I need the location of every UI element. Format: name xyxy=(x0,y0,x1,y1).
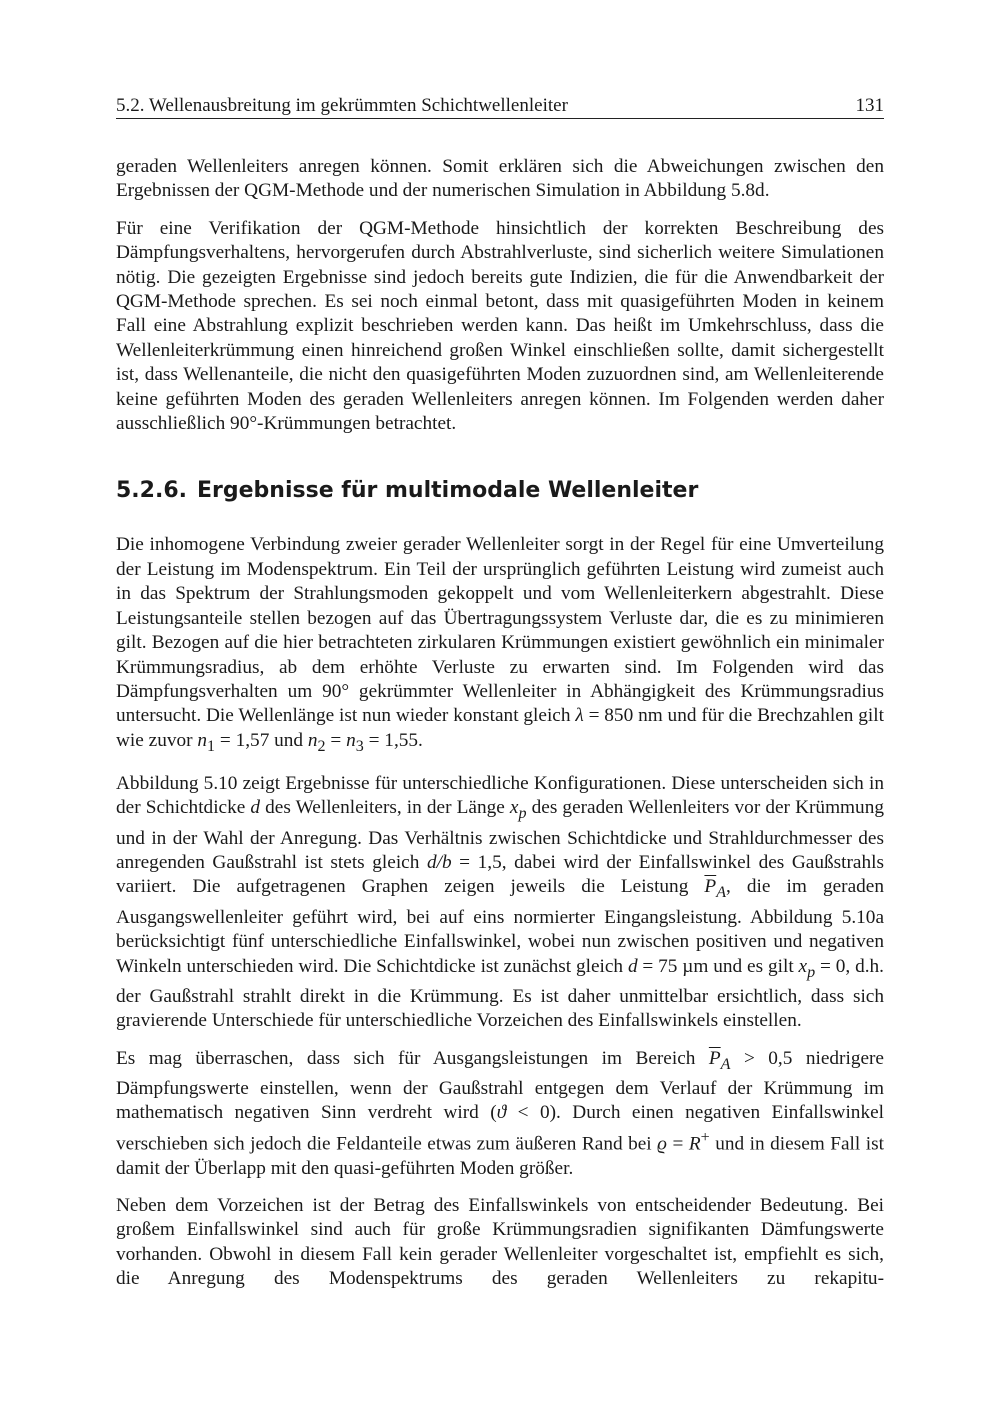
math-pa: $\overline{P}$ xyxy=(704,876,717,898)
paragraph-2: Für eine Verifikation der QGM-Methode hinsichtlich der korrekten Beschreibung des Dämpfungsverhaltens, hervorgerufen durch Abstrahlverluste, sind sicherlich weitere Simulationen nötig. Die gezeigten Ergebnisse sind jedoch bereits gute Indizien, die für die Anwendbarkeit der QGM-Methode sprechen. Es sei noch einmal betont, dass mit quasigeführten Moden in keinem Fall eine Abstrahlung explizit beschrieben werden kann. Das heißt im Umkehrschluss, dass die Wellenleiterkrümmung einen hinreichend großen Winkel einschließen sollte, damit sichergestellt ist, dass Wellenanteile, die nicht den quasigeführten Moden zuzuordnen sind, am Wellenleiterende keine geführten Moden des geraden Wellenleiters anregen können. Im Folgenden werden daher ausschließlich 90°-Krümmungen betrachtet. xyxy=(116,217,884,435)
text-run: des Wellenleiters, in der Länge xyxy=(260,797,510,819)
paragraph-5 xyxy=(116,1047,884,1181)
text-run: und in diesem Fall ist damit der Überlapp mit den quasi-geführten Moden größer. xyxy=(116,1133,884,1179)
math-xp: x xyxy=(509,797,519,819)
math-pa-subscript: A xyxy=(720,1055,731,1073)
math-d-over-b: d/b xyxy=(426,852,452,874)
math-pa: $\overline{P}$ xyxy=(708,1047,721,1069)
math-xp-subscript: p xyxy=(518,805,527,823)
text-run: = 850 nm und für die Brechzahlen gilt wie zuvor xyxy=(116,705,884,751)
text-run: = 1,57 und xyxy=(215,729,308,751)
paragraph-1: geraden Wellenleiters anregen können. Somit erklären sich die Abweichungen zwischen den Ergebnissen der QGM-Methode und der numerischen Simulation in Abbildung 5.8d. xyxy=(116,156,884,202)
math-n3-subscript: 3 xyxy=(355,737,364,755)
text-run: = 1,55. xyxy=(363,729,423,751)
math-n1-subscript: 1 xyxy=(207,737,216,755)
math-n1: n xyxy=(197,729,208,751)
text-run: des geraden Wellenleiters vor der Krümmung und in der Wahl der Anregung. Das Verhältnis zwischen Schichtdicke und Strahldurchmesser des anregenden Gaußstrahl ist stets gleich xyxy=(116,797,884,874)
text-run: = xyxy=(325,729,347,751)
math-lambda: λ xyxy=(575,705,584,727)
text-run: = 0, d.h. der Gaußstrahl strahlt direkt in die Krümmung. Es ist daher unmittelbar ersichtlich, dass sich gravierende Unterschiede für unterschiedliche Vorzeichen des Einfallswinkels einstellen. xyxy=(116,955,884,1032)
math-n2: n xyxy=(307,729,318,751)
math-r-superscript: + xyxy=(700,1128,710,1146)
body-text xyxy=(116,155,884,1305)
paragraph-3 xyxy=(116,533,884,759)
text-run: Abbildung 5.10 zeigt Ergebnisse für unterschiedliche Konfigurationen. Diese unterscheiden sich in der Schichtdicke xyxy=(116,772,884,819)
text-run: Die inhomogene Verbindung zweier gerader Wellenleiter sorgt in der Regel für eine Umverteilung der Leistung im Modenspektrum. Ein Teil der ursprünglich geführten Leistung wird zumeist auch in das Spektrum der Strahlungsmoden gekoppelt und vom Wellenleiterkern abgestrahlt. Diese Leistungsanteile stellen bezogen auf das Übertragungssystem Verluste dar, die es zu minimieren gilt. Bezogen auf die hier betrachteten zirkularen Krümmungen existiert gewöhnlich ein minimaler Krümmungsradius, ab dem erhöhte Verluste zu erwarten sind. Im Folgenden wird das Dämpfungsverhalten um 90° gekrümmter Wellenleiter in Abhängigkeit des Krümmungsradius untersucht. Die Wellenlänge ist nun wieder konstant gleich xyxy=(116,534,884,727)
text-run: = 75 µm und es gilt xyxy=(637,955,799,977)
math-d: d xyxy=(250,797,261,819)
math-r: R xyxy=(688,1133,701,1155)
text-run: , die im geraden Ausgangswellenleiter geführt wird, bei auf eins normierter Eingangsleistung. Abbildung 5.10a berücksichtigt fünf unterschiedliche Einfallswinkel, wobei nun zwischen positiven und negativen Winkeln unterschieden wird. Die Schichtdicke ist zunächst gleich xyxy=(116,876,884,977)
math-n2-subscript: 2 xyxy=(317,737,326,755)
math-d: d xyxy=(627,955,638,977)
math-theta: ϑ xyxy=(496,1102,507,1124)
text-run: > 0,5 niedrigere Dämpfungswerte einstellen, wenn der Gaußstrahl entgegen dem Verlauf der Krümmung im mathematisch negativen Sinn verdreht wird ( xyxy=(116,1047,884,1124)
running-title: 5.2. Wellenausbreitung im gekrümmten Schichtwellenleiter xyxy=(116,95,568,116)
paragraph-6: Neben dem Vorzeichen ist der Betrag des Einfallswinkels von entscheidender Bedeutung. Bei großem Einfallswinkel sind auch für große Krümmungsradien signifikanten Dämfungswerte vorhanden. Obwohl in diesem Fall kein gerader Wellenleiter vorgeschaltet ist, empfiehlt es sich, die Anregung des Modenspektrums des geraden Wellenleiters zu rekapitu- xyxy=(116,1194,884,1290)
text-run: < 0). Durch einen negativen Einfallswinkel verschieben sich jedoch die Feldanteile etwas zum äußeren Rand bei xyxy=(116,1102,884,1155)
section-heading xyxy=(116,477,884,505)
math-pa-subscript: A xyxy=(716,884,727,902)
text-run: = 1,5, dabei wird der Einfallswinkel des Gaußstrahls variiert. Die aufgetragenen Graphen zeigen jeweils die Leistung xyxy=(116,852,884,898)
math-xp-subscript: p xyxy=(807,963,816,981)
section-title: Ergebnisse für multimodale Wellenleiter xyxy=(197,478,699,504)
math-xp: x xyxy=(798,955,808,977)
running-header xyxy=(116,94,884,119)
paragraph-4 xyxy=(116,772,884,1034)
section-number: 5.2.6. xyxy=(116,478,187,504)
text-run: = xyxy=(666,1133,689,1155)
page-number: 131 xyxy=(855,95,884,116)
math-n3: n xyxy=(346,729,356,751)
math-rho: ϱ xyxy=(657,1133,667,1155)
text-run: Es mag überraschen, dass sich für Ausgangsleistungen im Bereich xyxy=(116,1047,709,1069)
